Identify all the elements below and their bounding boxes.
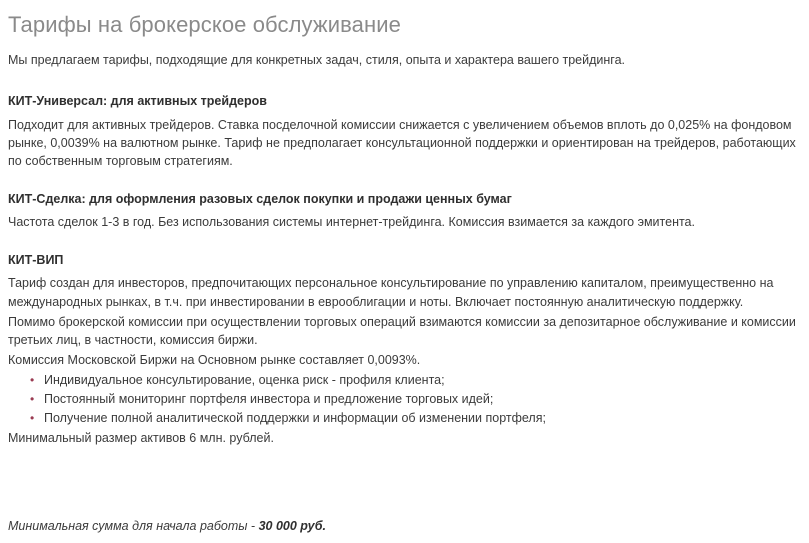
minimum-start-amount-label: Минимальная сумма для начала работы -: [8, 518, 256, 533]
list-item-label: Получение полной аналитической поддержки и информации об изменении портфеля;: [44, 410, 546, 425]
section-paragraph: Комиссия Московской Биржи на Основном рынке составляет 0,0093%.: [8, 352, 421, 367]
minimum-start-amount: [8, 518, 326, 536]
minimum-assets-note: Минимальный размер активов 6 млн. рублей.: [8, 431, 274, 446]
section-kit-vip: [8, 252, 799, 448]
section-heading: КИТ-Универсал: для активных трейдеров: [8, 94, 267, 109]
list-item-label: Постоянный мониторинг портфеля инвестора и предложение торговых идей;: [44, 391, 494, 406]
list-item: [30, 390, 799, 409]
section-paragraph: Тариф создан для инвесторов, предпочитающих персональное консультирование по управлению капиталом, преимущественно на международных рынках, в т.ч. при инвестировании в еврооблигации и ноты. Включает постоянную аналитическую поддержку.: [8, 276, 774, 309]
page-title: Тарифы на брокерское обслуживание: [8, 12, 401, 37]
benefits-list: [8, 371, 799, 427]
section-heading: КИТ-Сделка: для оформления разовых сделок покупки и продажи ценных бумаг: [8, 191, 512, 206]
list-item-label: Индивидуальное консультирование, оценка риск - профиля клиента;: [44, 373, 445, 388]
bullet-icon: •: [30, 391, 35, 406]
section-paragraph: Частота сделок 1-3 в год. Без использования системы интернет-трейдинга. Комиссия взимается за каждого эмитента.: [8, 215, 695, 230]
list-item: [30, 371, 799, 390]
section-kit-sdelka: [8, 191, 799, 232]
bullet-icon: •: [30, 410, 35, 425]
section-heading: КИТ-ВИП: [8, 252, 64, 267]
section-paragraph: Помимо брокерской комиссии при осуществлении торговых операций взимаются комиссии за депозитарное обслуживание и комиссии третьих лиц, в частности, комиссия биржи.: [8, 314, 796, 347]
minimum-start-amount-value: 30 000 руб.: [258, 518, 326, 533]
intro-paragraph: Мы предлагаем тарифы, подходящие для конкретных задач, стиля, опыта и характера вашего трейдинга.: [8, 53, 625, 68]
section-kit-universal: [8, 93, 799, 170]
bullet-icon: •: [30, 373, 35, 388]
section-paragraph: Подходит для активных трейдеров. Ставка посделочной комиссии снижается с увеличением объемов вплоть до 0,025% на фондовом рынке, 0,0039% на валютном рынке. Тариф не предполагает консультационной поддержки и ориентирован на трейдеров, работающих по собственным торговым стратегиям.: [8, 118, 796, 169]
list-item: [30, 409, 799, 428]
